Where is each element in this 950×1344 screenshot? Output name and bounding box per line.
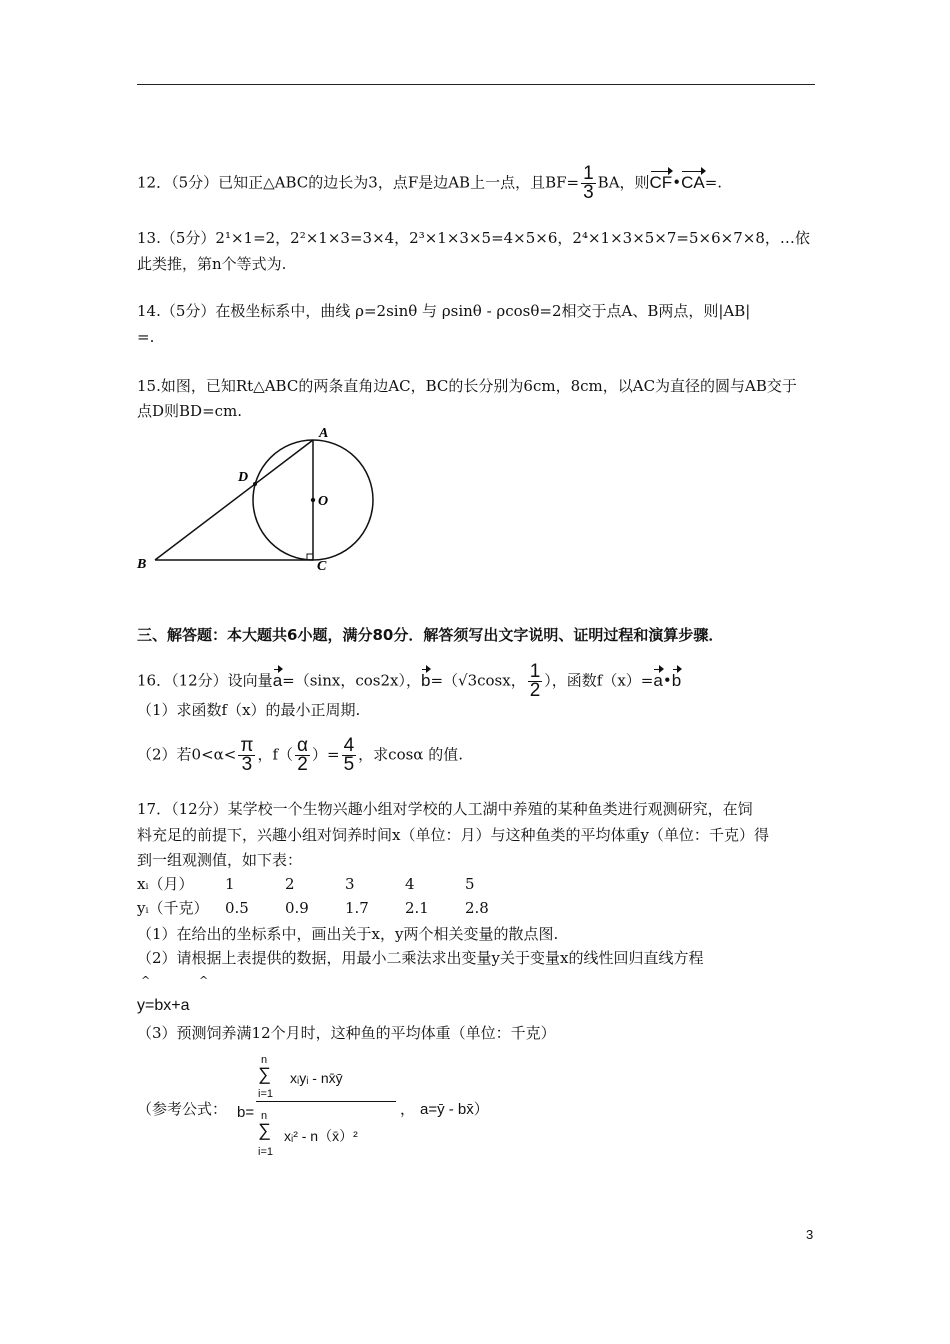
observation-table <box>137 872 525 920</box>
label-o: O <box>318 494 329 509</box>
question-17-line3: 到一组观测值，如下表： <box>137 851 303 869</box>
label-a: A <box>319 426 329 441</box>
fraction-one-third: $\frac{1}{3}$ <box>583 163 594 203</box>
header-rule <box>137 84 815 85</box>
question-15-line2: 点D则BD=cm. <box>137 402 243 420</box>
fraction-half: $\frac{1}{2}$ <box>529 661 541 701</box>
question-17-part3: （3）预测饲养满12个月时，这种鱼的平均体重（单位：千克） <box>137 1024 556 1042</box>
table-row: xᵢ（月） 1 2 3 4 5 <box>137 875 475 893</box>
question-12: 12．（5分）已知正△ABC的边长为3，点F是边AB上一点，且BF= $\frac{1}{3}$ BA，则CF•CA=. <box>137 163 723 203</box>
label-b: B <box>137 557 147 572</box>
question-15-line1: 15.如图，已知Rt△ABC的两条直角边AC，BC的长分别为6cm，8cm，以AC为直径的圆与AB交于 <box>137 377 797 395</box>
point-d <box>253 482 257 486</box>
question-16: 16．（12分）设向量a=（sinx，cos2x），b=（√3cosx， $\frac{1}{2}$ ），函数f（x）=a•b <box>137 661 682 701</box>
question-13-line2: 此类推，第n个等式为. <box>137 255 287 273</box>
vector-a: a <box>272 670 283 690</box>
question-17-line1: 17．（12分）某学校一个生物兴趣小组对学校的人工湖中养殖的某种鱼类进行观测研究，在饲 <box>137 800 753 818</box>
regression-equation: y=bx+a <box>137 997 190 1014</box>
question-16-part2: （2）若0<α< $\frac{\pi}{3}$ ，f（ $\frac{\alpha}{2}$ ）= $\frac{4}{5}$ ，求cosα 的值. <box>137 735 463 775</box>
table-row: yᵢ（千克） 0.5 0.9 1.7 2.1 2.8 <box>137 899 489 917</box>
question-14-line1: 14.（5分）在极坐标系中，曲线 ρ=2sinθ 与 ρsinθ - ρcosθ=2相交于点A、B两点，则|AB| <box>137 302 751 320</box>
segment-ab <box>155 440 313 560</box>
page-number: 3 <box>806 1227 814 1242</box>
vector-ca: CA <box>681 172 705 192</box>
vector-b: b <box>420 670 431 690</box>
label-d: D <box>238 470 249 485</box>
geometry-figure <box>130 420 390 580</box>
formula-b-hat: b= <box>237 1104 255 1121</box>
point-o <box>311 498 315 502</box>
question-17-line2: 料充足的前提下，兴趣小组对饲养时间x（单位：月）与这种鱼类的平均体重y（单位：千克）得 <box>137 826 769 844</box>
formula-prefix: （参考公式： <box>137 1100 228 1118</box>
question-17-part1: （1）在给出的坐标系中，画出关于x，y两个相关变量的散点图. <box>137 925 559 943</box>
question-14-line2: =. <box>137 328 155 346</box>
formula-a-hat: a=ȳ - bx̄） <box>420 1101 489 1118</box>
question-13-line1: 13.（5分）2¹×1=2，2²×1×3=3×4，2³×1×3×5=4×5×6，2⁴×1×3×5×7=5×6×7×8，…依 <box>137 229 810 247</box>
question-17-part2: （2）请根据上表提供的数据，用最小二乘法求出变量y关于变量x的线性回归直线方程 <box>137 949 704 967</box>
section-3-heading: 三、解答题：本大题共6小题，满分80分．解答须写出文字说明、证明过程和演算步骤． <box>137 626 724 644</box>
vector-cf: CF <box>649 172 673 192</box>
question-16-part1: （1）求函数f（x）的最小正周期. <box>137 701 361 719</box>
label-c: C <box>317 559 327 574</box>
